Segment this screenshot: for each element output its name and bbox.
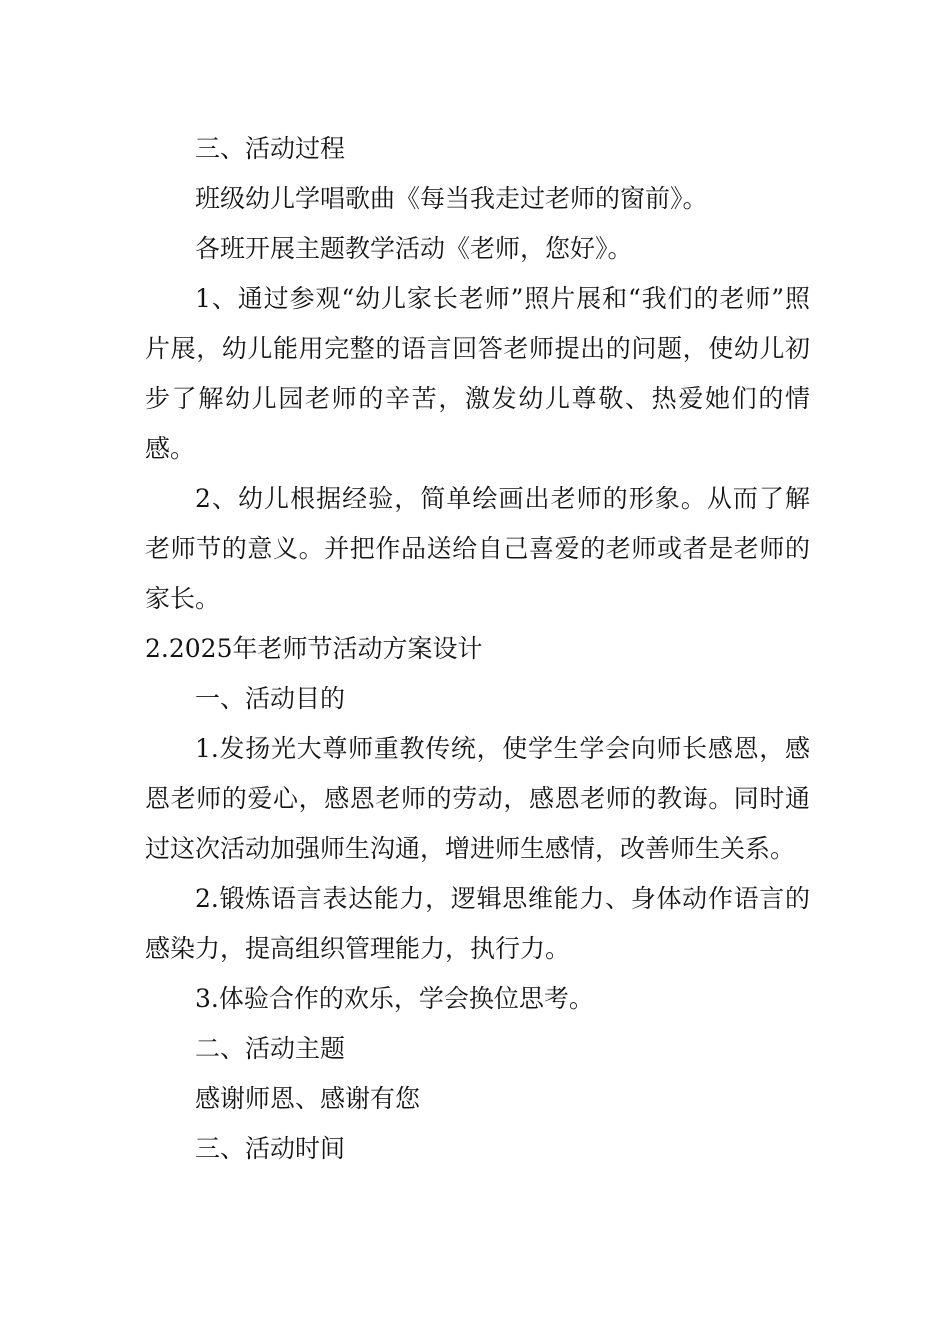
paragraph-item-2-drawing: 2、幼儿根据经验，简单绘画出老师的形象。从而了解老师节的意义。并把作品送给自己喜爱的老师或者是老师的家长。	[145, 484, 810, 613]
paragraph-theme-teaching: 各班开展主题教学活动《老师，您好》。	[195, 234, 633, 263]
section-title-plan-design: 2.2025年老师节活动方案设计	[145, 634, 483, 663]
paragraph-theme-text: 感谢师恩、感谢有您	[195, 1084, 421, 1113]
section-heading-activity-purpose: 一、活动目的	[195, 684, 346, 713]
paragraph-purpose-2: 2.锻炼语言表达能力，逻辑思维能力、身体动作语言的感染力，提高组织管理能力，执行力。	[145, 884, 810, 963]
document-body	[145, 124, 810, 1174]
paragraph-purpose-3: 3.体验合作的欢乐，学会换位思考。	[195, 984, 594, 1013]
paragraph-purpose-1: 1.发扬光大尊师重教传统，使学生学会向师长感恩，感恩老师的爱心，感恩老师的劳动，感恩老师的教诲。同时通过这次活动加强师生沟通，增进师生感情，改善师生关系。	[145, 734, 810, 863]
section-heading-activity-time: 三、活动时间	[195, 1134, 346, 1163]
section-heading-activity-process: 三、活动过程	[195, 134, 346, 163]
paragraph-item-1-photo-exhibit: 1、通过参观“幼儿家长老师”照片展和“我们的老师”照片展，幼儿能用完整的语言回答老师提出的问题，使幼儿初步了解幼儿园老师的辛苦，激发幼儿尊敬、热爱她们的情感。	[145, 284, 810, 463]
paragraph-song: 班级幼儿学唱歌曲《每当我走过老师的窗前》。	[195, 184, 708, 213]
section-heading-activity-theme: 二、活动主题	[195, 1034, 346, 1063]
